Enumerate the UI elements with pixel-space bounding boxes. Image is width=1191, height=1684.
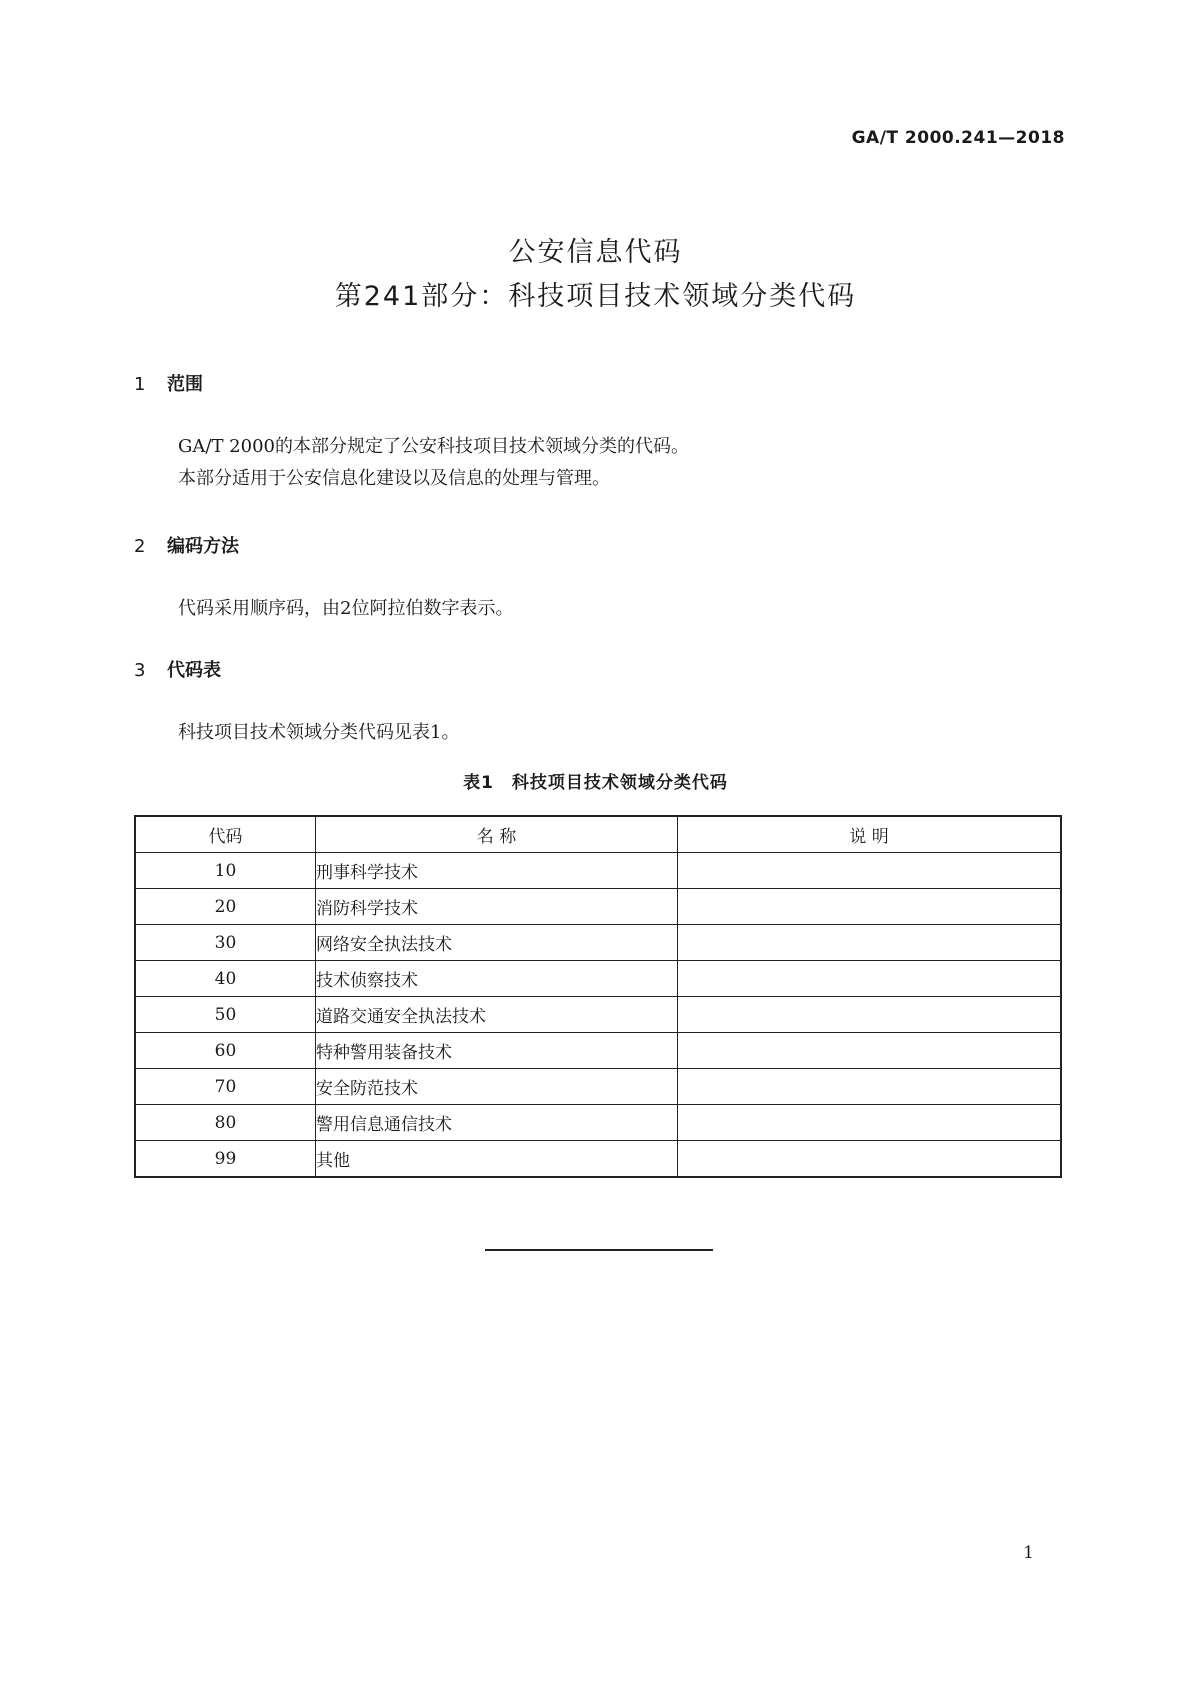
table-row — [135, 853, 1061, 889]
column-header-code: 代码 — [135, 816, 316, 853]
cell-code: 40 — [135, 961, 316, 997]
paragraph: 科技项目技术领域分类代码见表1。 — [178, 722, 460, 743]
cell-description — [678, 1069, 1062, 1105]
cell-code: 20 — [135, 889, 316, 925]
cell-description — [678, 889, 1062, 925]
paragraph: GA/T 2000的本部分规定了公安科技项目技术领域分类的代码。 — [178, 436, 689, 457]
section-number: 3 — [134, 660, 146, 681]
cell-code: 60 — [135, 1033, 316, 1069]
standard-number: GA/T 2000.241—2018 — [851, 128, 1065, 148]
section-title: 编码方法 — [167, 536, 239, 557]
section-number: 1 — [134, 374, 146, 395]
cell-code: 99 — [135, 1141, 316, 1178]
paragraph: 代码采用顺序码，由2位阿拉伯数字表示。 — [178, 598, 514, 619]
table-row — [135, 889, 1061, 925]
cell-code: 80 — [135, 1105, 316, 1141]
end-of-document-rule — [485, 1249, 713, 1251]
table-row — [135, 997, 1061, 1033]
cell-name: 道路交通安全执法技术 — [316, 997, 678, 1033]
column-header-description: 说 明 — [678, 816, 1062, 853]
table-row — [135, 1069, 1061, 1105]
cell-description — [678, 1141, 1062, 1178]
cell-code: 10 — [135, 853, 316, 889]
cell-name: 技术侦察技术 — [316, 961, 678, 997]
table-caption: 表1 科技项目技术领域分类代码 — [463, 773, 728, 793]
table-header-row — [135, 816, 1061, 853]
paragraph: 本部分适用于公安信息化建设以及信息的处理与管理。 — [178, 468, 610, 489]
cell-name: 刑事科学技术 — [316, 853, 678, 889]
table-row — [135, 1105, 1061, 1141]
table-row — [135, 925, 1061, 961]
section-heading-scope — [134, 370, 203, 396]
section-title: 范围 — [167, 374, 203, 395]
table-row — [135, 1033, 1061, 1069]
cell-code: 70 — [135, 1069, 316, 1105]
cell-code: 50 — [135, 997, 316, 1033]
cell-description — [678, 961, 1062, 997]
page-number: 1 — [1023, 1543, 1034, 1563]
document-title: 公安信息代码 — [508, 237, 683, 268]
section-title: 代码表 — [167, 660, 221, 681]
document-subtitle: 第241部分：科技项目技术领域分类代码 — [334, 281, 857, 312]
column-header-name: 名 称 — [316, 816, 678, 853]
code-table — [134, 815, 1062, 1178]
table-row — [135, 1141, 1061, 1178]
cell-description — [678, 997, 1062, 1033]
cell-description — [678, 1033, 1062, 1069]
cell-name: 消防科学技术 — [316, 889, 678, 925]
cell-description — [678, 1105, 1062, 1141]
cell-name: 其他 — [316, 1141, 678, 1178]
cell-name: 网络安全执法技术 — [316, 925, 678, 961]
cell-name: 安全防范技术 — [316, 1069, 678, 1105]
cell-code: 30 — [135, 925, 316, 961]
cell-name: 特种警用装备技术 — [316, 1033, 678, 1069]
table-row — [135, 961, 1061, 997]
cell-name: 警用信息通信技术 — [316, 1105, 678, 1141]
section-heading-code-table — [134, 656, 221, 682]
section-heading-coding-method — [134, 532, 239, 558]
section-number: 2 — [134, 536, 146, 557]
cell-description — [678, 925, 1062, 961]
cell-description — [678, 853, 1062, 889]
